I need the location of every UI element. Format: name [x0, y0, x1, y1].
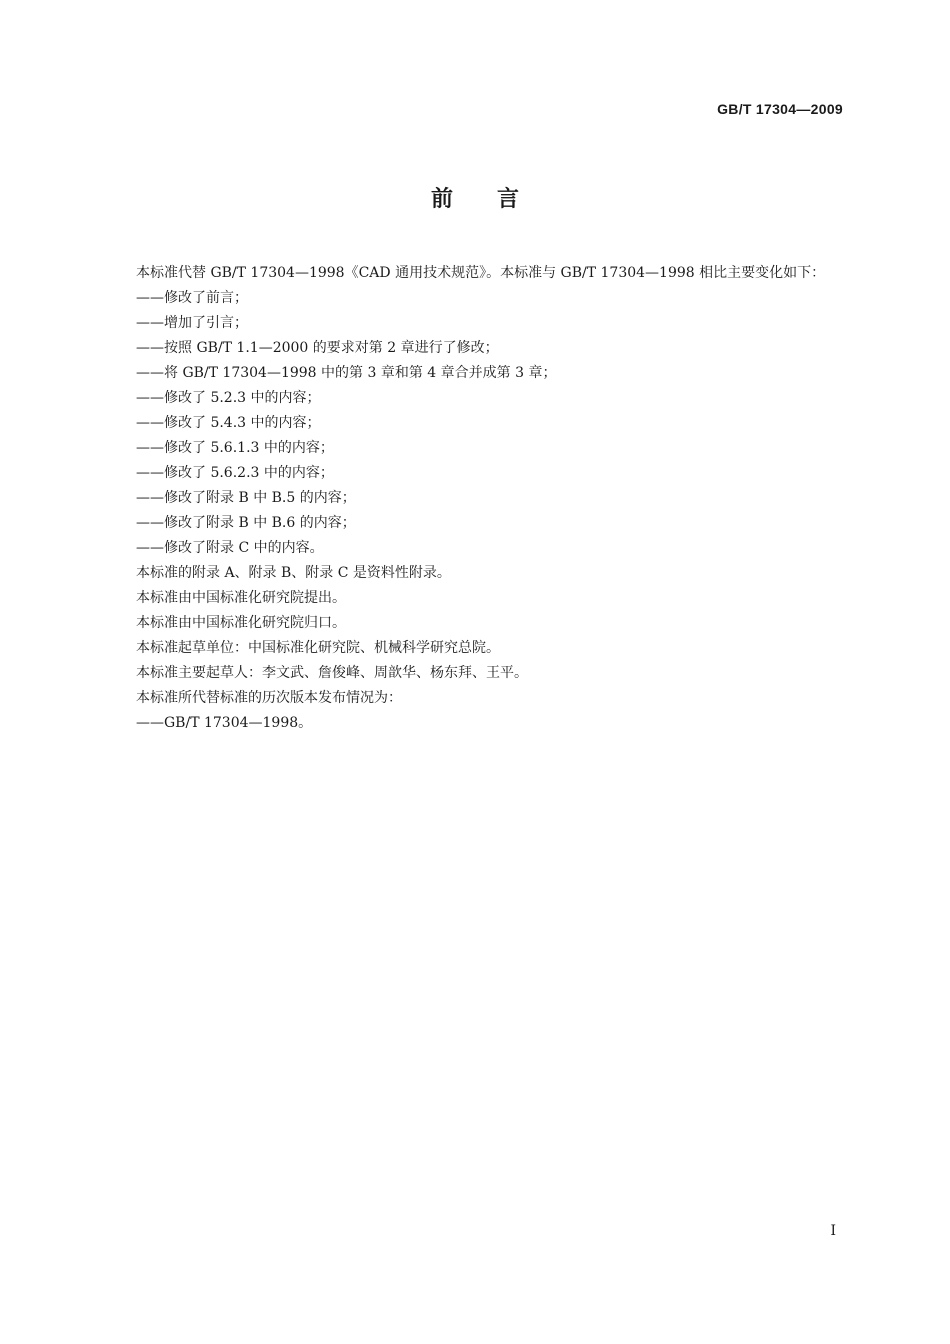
change-item: ——修改了 5.4.3 中的内容；	[136, 415, 321, 431]
page-number: I	[830, 1223, 836, 1239]
change-item: ——增加了引言；	[136, 315, 248, 331]
change-item: ——修改了附录 B 中 B.6 的内容；	[136, 515, 356, 531]
change-item: ——修改了 5.2.3 中的内容；	[136, 390, 321, 406]
change-item: ——修改了前言；	[136, 290, 248, 306]
standard-code: GB/T 17304—2009	[717, 101, 843, 117]
change-item: ——将 GB/T 17304—1998 中的第 3 章和第 4 章合并成第 3 章；	[136, 365, 557, 381]
change-item: ——修改了附录 C 中的内容。	[136, 540, 324, 556]
previous-edition-item: ——GB/T 17304—1998。	[136, 715, 313, 731]
previous-editions-statement: 本标准所代替标准的历次版本发布情况为：	[136, 690, 402, 706]
foreword-intro-paragraph: 本标准代替 GB/T 17304—1998《CAD 通用技术规范》。本标准与 GB/T 17304—1998 相比主要变化如下：	[136, 265, 826, 281]
annex-statement: 本标准的附录 A、附录 B、附录 C 是资料性附录。	[136, 565, 451, 581]
change-item: ——修改了 5.6.2.3 中的内容；	[136, 465, 334, 481]
drafters-statement: 本标准主要起草人：李文武、詹俊峰、周歆华、杨东拜、王平。	[136, 665, 528, 681]
proposer-statement: 本标准由中国标准化研究院提出。	[136, 590, 346, 606]
centralized-statement: 本标准由中国标准化研究院归口。	[136, 615, 346, 631]
drafting-units-statement: 本标准起草单位：中国标准化研究院、机械科学研究总院。	[136, 640, 500, 656]
page-title: 前言	[430, 187, 563, 212]
change-item: ——按照 GB/T 1.1—2000 的要求对第 2 章进行了修改；	[136, 340, 499, 356]
change-item: ——修改了 5.6.1.3 中的内容；	[136, 440, 334, 456]
change-item: ——修改了附录 B 中 B.5 的内容；	[136, 490, 356, 506]
foreword-body	[107, 261, 847, 736]
